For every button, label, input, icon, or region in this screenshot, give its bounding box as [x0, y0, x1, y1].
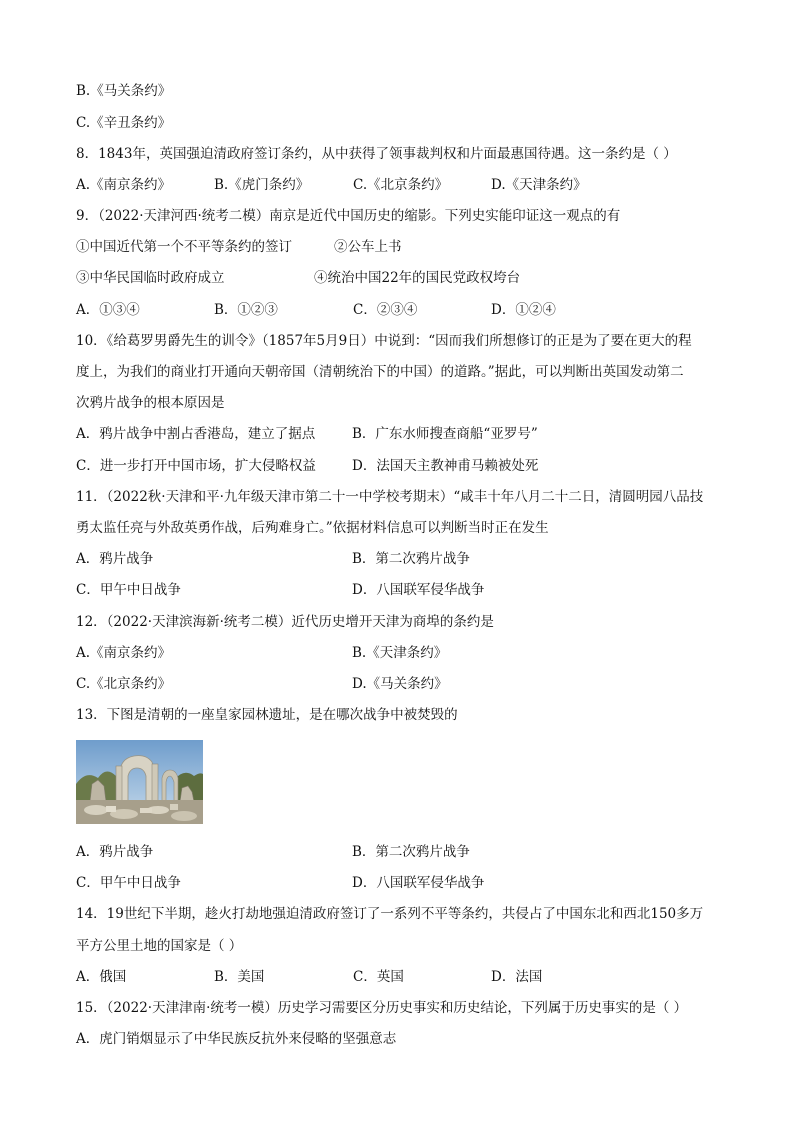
q10-option-c: C．进一步打开中国市场，扩大侵略权益	[76, 458, 316, 474]
q11-option-c: C．甲午中日战争	[76, 582, 181, 598]
q10-option-b: B．广东水师搜查商船“亚罗号”	[352, 426, 538, 442]
q14-option-c: C．英国	[353, 969, 404, 985]
q12-option-d: D.《马关条约》	[352, 676, 448, 692]
q9-option-a: A．①③④	[76, 302, 140, 318]
q14-option-b: B．美国	[214, 969, 265, 985]
q11-stem-line-1: 11．（2022秋·天津和平·九年级天津市第二十一中学校考期末）“咸丰十年八月二十二日，清圆明园八品技	[76, 489, 704, 505]
q14-stem-line-2: 平方公里土地的国家是（ ）	[76, 938, 243, 954]
q12-stem: 12．（2022·天津滨海新·统考二模）近代历史增开天津为商埠的条约是	[76, 614, 494, 630]
q8-option-d: D.《天津条约》	[491, 177, 587, 193]
ruins-photo	[76, 740, 203, 824]
q14-option-d: D．法国	[491, 969, 543, 985]
q10-stem-line-3: 次鸦片战争的根本原因是	[76, 395, 225, 411]
q11-option-b: B．第二次鸦片战争	[352, 551, 470, 567]
q13-option-d: D．八国联军侵华战争	[352, 875, 485, 891]
q9-item-3: ③中华民国临时政府成立	[76, 270, 225, 286]
q8-stem: 8．1843年，英国强迫清政府签订条约，从中获得了领事裁判权和片面最惠国待遇。这一条约是（ ）	[76, 146, 677, 162]
q8-option-a: A.《南京条约》	[76, 177, 172, 193]
q12-option-a: A.《南京条约》	[76, 645, 172, 661]
q14-option-a: A．俄国	[76, 969, 127, 985]
q13-option-b: B．第二次鸦片战争	[352, 844, 470, 860]
q9-option-d: D．①②④	[491, 302, 556, 318]
q9-option-c: C．②③④	[353, 302, 418, 318]
q11-option-a: A．鸦片战争	[76, 551, 154, 567]
q10-option-a: A．鸦片战争中割占香港岛，建立了据点	[76, 426, 316, 442]
q13-option-c: C．甲午中日战争	[76, 875, 181, 891]
q9-option-b: B．①②③	[214, 302, 278, 318]
q11-stem-line-2: 勇太监任亮与外敌英勇作战，后殉难身亡。”依据材料信息可以判断当时正在发生	[76, 520, 549, 536]
q9-item-1: ①中国近代第一个不平等条约的签订	[76, 239, 292, 255]
q12-option-c: C.《北京条约》	[76, 676, 172, 692]
q8-option-c: C.《北京条约》	[353, 177, 449, 193]
q12-option-b: B.《天津条约》	[352, 645, 448, 661]
q10-stem-line-2: 度上，为我们的商业打开通向天朝帝国（清朝统治下的中国）的道路。”据此，可以判断出英国发动第二	[76, 364, 684, 380]
q14-stem-line-1: 14．19世纪下半期，趁火打劫地强迫清政府签订了一系列不平等条约，共侵占了中国东北和西北150多万	[76, 906, 704, 922]
q15-option-a: A．虎门销烟显示了中华民族反抗外来侵略的坚强意志	[76, 1031, 397, 1047]
q9-stem: 9．（2022·天津河西·统考二模）南京是近代中国历史的缩影。下列史实能印证这一观点的有	[76, 208, 621, 224]
q13-stem: 13．下图是清朝的一座皇家园林遗址，是在哪次战争中被焚毁的	[76, 707, 458, 723]
q10-option-d: D．法国天主教神甫马赖被处死	[352, 458, 539, 474]
q13-option-a: A．鸦片战争	[76, 844, 154, 860]
q9-item-2: ②公车上书	[334, 239, 402, 255]
q8-option-b: B.《虎门条约》	[214, 177, 310, 193]
q7-option-c: C.《辛丑条约》	[76, 115, 172, 131]
q15-stem: 15．（2022·天津津南·统考一模）历史学习需要区分历史事实和历史结论，下列属于历史事实的是（ ）	[76, 1000, 688, 1016]
q10-stem-line-1: 10．《给葛罗男爵先生的训令》（1857年5月9日）中说到：“因而我们所想修订的正是为了要在更大的程	[76, 333, 692, 349]
q7-option-b: B.《马关条约》	[76, 83, 172, 99]
q11-option-d: D．八国联军侵华战争	[352, 582, 485, 598]
q9-item-4: ④统治中国22年的国民党政权垮台	[314, 270, 521, 286]
